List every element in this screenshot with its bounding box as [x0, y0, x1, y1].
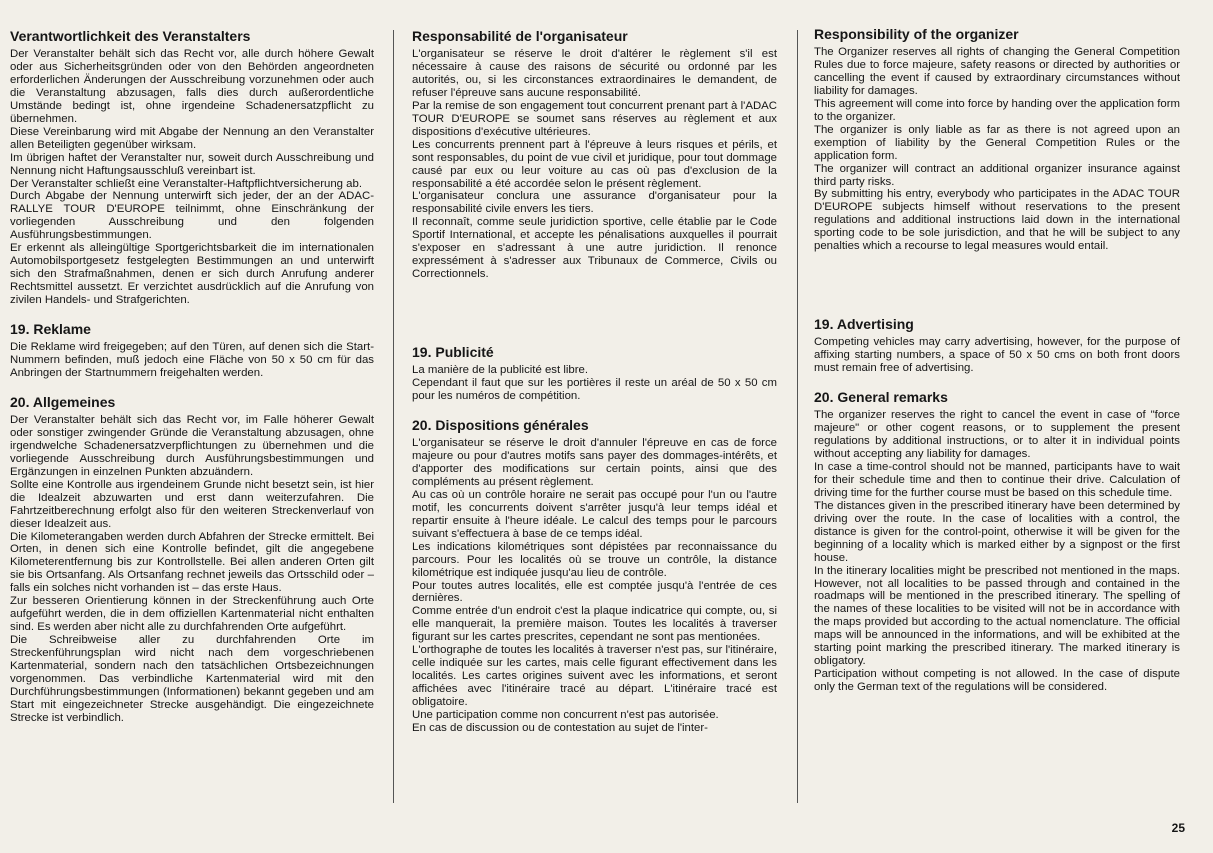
paragraph: Les indications kilométriques sont dépistées par reconnaissance du parcours. Pour les localités où se trouve un contrôle, la distance kilométrique est indiquée jusqu'au lieu de contrôle. — [412, 540, 777, 579]
paragraph: Comme entrée d'un endroit c'est la plaque indicatrice qui compte, ou, si elle manquerait, la première maison. Toutes les localités à traverser figurant sur les cartes prescrites, cependant ne sont pas mentionées. — [412, 605, 777, 644]
paragraph: Par la remise de son engagement tout concurrent prenant part à l'ADAC TOUR D'EUROPE se soumet sans réserves au règlement et aux dispositions d'exécutive ultérieures. — [412, 99, 777, 138]
paragraph: Cependant il faut que sur les portières il reste un aréal de 50 x 50 cm pour les numéros de compétition. — [412, 377, 777, 403]
paragraph: Die Kilometerangaben werden durch Abfahren der Strecke ermittelt. Bei Orten, in denen sich eine Kontrolle befindet, gilt die angegebene Kilometerentfernung bis zur Kontrollstelle. Bei allen anderen Orten gilt sie bis Ortsanfang. Als Ortsanfang rechnet jeweils das Ortsschild oder – falls ein solches nicht vorhanden ist – das erste Haus. — [10, 530, 374, 595]
section-general-de — [10, 394, 374, 725]
section-general-en — [814, 389, 1180, 694]
paragraph: La manière de la publicité est libre. — [412, 364, 589, 377]
paragraph: The organizer reserves the right to cancel the event in case of "force majeure" or other cogent reasons, or to supplement the present regulations by additional instructions, or to alter it in individual points without accepting any liability for damages. — [814, 409, 1180, 460]
section-heading: 19. Publicité — [412, 344, 494, 361]
paragraph: Der Veranstalter behält sich das Recht vor, im Falle höherer Gewalt oder sonstiger zwingender Gründe die Veranstaltung abzusagen, ohne irgendwelche Schadenersatzverpflichtungen zu übernehmen und die vorliegende Ausschreibung durch Ausführungsbestimmungen und Ergänzungen in einzelnen Punkten abzuändern. — [10, 413, 374, 478]
paragraph: Au cas où un contrôle horaire ne serait pas occupé pour l'un ou l'autre motif, les concurrents doivent s'arrêter jusqu'à leur temps idéal et repartir ensuite à l'heure idéale. Le calcul des temps pour le parcours suivant s'effectuera à base de ce temps idéal. — [412, 488, 777, 540]
paragraph: L'organisateur se réserve le droit d'annuler l'épreuve en cas de force majeure ou pour d'autres motifs sans payer des dommages-intérêts, et d'apporter des modifications sur certain points, ainsi que des compléments au présent règlement. — [412, 437, 777, 488]
paragraph: Der Veranstalter behält sich das Recht vor, alle durch höhere Gewalt oder aus Sicherheitsgründen oder von den Behörden angeordneten erforderlichen Änderungen der Ausschreibung vorzunehmen oder auch die Veranstaltung abzusagen, falls dies durch außerordentliche Umstände bedingt ist, ohne irgendeine Schadenersatzpflicht zu übernehmen. — [10, 48, 374, 125]
section-responsibility-fr — [412, 28, 777, 281]
section-heading: Responsibility of the organizer — [814, 26, 1019, 42]
paragraph: The organizer will contract an additional organizer insurance against third party risks. — [814, 162, 1180, 188]
paragraph: Die Schreibweise aller zu durchfahrenden Orte im Streckenführungsplan wird nicht nach dem vorgeschriebenen Kartenmaterial, sondern nach den tatsächlichen Ortsbezeichnungen vorgenommen. Das verbindliche Kartenmaterial wird mit den Durchführungsbestimmungen (Informationen) bekannt gegeben und am Start mit eingezeichneter Strecke ausgehändigt. Die eingezeichnete Strecke ist verbindlich. — [10, 634, 374, 724]
column-divider-right — [797, 30, 798, 803]
paragraph: Im übrigen haftet der Veranstalter nur, soweit durch Ausschreibung und Nennung nicht Haftungsausschluß vereinbart ist. — [10, 151, 374, 177]
paragraph: En cas de discussion ou de contestation au sujet de l'inter- — [412, 721, 708, 734]
section-heading: 20. General remarks — [814, 389, 948, 406]
paragraph: L'organisateur conclura une assurance d'organisateur pour la responsabilité civile envers les tiers. — [412, 190, 777, 216]
page-number: 25 — [1171, 821, 1185, 835]
paragraph: Diese Vereinbarung wird mit Abgabe der Nennung an den Veranstalter allen Beteiligten gegenüber wirksam. — [10, 125, 374, 151]
paragraph: Competing vehicles may carry advertising, however, for the purpose of affixing starting numbers, a space of 50 x 50 cms on both front doors must remain free of advertising. — [814, 336, 1180, 375]
paragraph: Zur besseren Orientierung können in der Streckenführung auch Orte aufgeführt werden, die in dem offiziellen Kartenmaterial nicht enthalten sind. Es werden aber nicht alle zu durchfahrenden Orte aufgeführt. — [10, 595, 374, 634]
section-heading: Responsabilité de l'organisateur — [412, 28, 628, 44]
section-heading: 20. Allgemeines — [10, 393, 116, 410]
paragraph: Sollte eine Kontrolle aus irgendeinem Grunde nicht besetzt sein, ist hier die Idealzeit abzuwarten und erst dann weiterzufahren. Die Fahrtzeitberechnung erfolgt also für den weiteren Streckenverlauf von dieser Idealzeit aus. — [10, 478, 374, 530]
paragraph: Il reconnaît, comme seule juridiction sportive, celle établie par le Code Sportif International, et accepte les pénalisations auxquelles il pourrait s'exposer en s'adressant à une autre juridiction. Il renonce expressément à s'adresser aux Tribunaux de Commerce, Civils ou Correctionnels. — [412, 216, 777, 281]
section-general-fr — [412, 417, 777, 735]
section-heading: 19. Advertising — [814, 316, 914, 333]
paragraph: The Organizer reserves all rights of changing the General Competition Rules due to force majeure, safety reasons or directed by authorities or cancelling the event if caused by extraordinary circumstances without liability for damages. — [814, 46, 1180, 97]
paragraph: In case a time-control should not be manned, participants have to wait for their schedule time and then to continue their drive. Calculation of driving time for the further course must be based on this schedule time. — [814, 460, 1180, 499]
paragraph: By submitting his entry, everybody who participates in the ADAC TOUR D'EUROPE subjects himself without reservations to the present regulations and additional instructions laid down in the international sporting code to be sole jurisdiction, and that he will be subject to any penalties which a recourse to legal measures would entail. — [814, 188, 1180, 253]
paragraph: In the itinerary localities might be prescribed not mentioned in the maps. However, not all localities to be passed through and contained in the roadmaps will be mentioned in the prescribed itinerary. The spelling of the names of these localities to be visited will not be in accordance with the maps provided but according to the actual nomenclature. The official maps will be announced in the informations, and will be exhibited at the starting point marking the prescribed itinerary. The marked itinerary is obligatory. — [814, 564, 1180, 668]
section-advertising-de — [10, 321, 374, 380]
paragraph: Er erkennt als alleingültige Sportgerichtsbarkeit die im internationalen Automobilsportgesetz festgelegten Bestimmungen an und unterwirft sich den Strafmaßnahmen, denen er sich durch Anrufung anderer Rechtsmittel aussetzt. Er verzichtet ausdrücklich auf die Anrufung von zivilen Handels- und Strafgerichten. — [10, 242, 374, 307]
column-divider-left — [393, 30, 394, 803]
paragraph: Participation without competing is not allowed. In the case of dispute only the German text of the regulations will be considered. — [814, 668, 1180, 694]
paragraph: This agreement will come into force by handing over the application form to the organizer. — [814, 97, 1180, 123]
column-french — [412, 28, 777, 823]
section-heading: 20. Dispositions générales — [412, 417, 589, 434]
paragraph: The organizer is only liable as far as there is not agreed upon an exemption of liability by the General Competition Rules or the application form. — [814, 123, 1180, 162]
paragraph: Der Veranstalter schließt eine Veranstalter-Haftpflichtversicherung ab. — [10, 177, 363, 190]
column-german — [10, 28, 374, 823]
section-responsibility-en — [814, 26, 1180, 253]
section-advertising-fr — [412, 344, 777, 403]
paragraph: The distances given in the prescribed itinerary have been determined by driving over the route. In the case of localities with a control, the distance is given for the control-point, otherwise it will be given for the beginning of a locality which is marked either by a signpost or the first house. — [814, 499, 1180, 564]
paragraph: Durch Abgabe der Nennung unterwirft sich jeder, der an der ADAC-RALLYE TOUR D'EUROPE teilnimmt, ohne Einschränkung der vorliegenden Ausschreibung und den folgenden Ausführungsbestimmungen. — [10, 190, 374, 242]
section-advertising-en — [814, 316, 1180, 375]
paragraph: Les concurrents prennent part à l'épreuve à leurs risques et périls, et sont responsables, du point de vue civil et juridique, pour tout dommage causé par eux ou leur voiture au cas où pas d'exclusion de la responsabilité a été accordée selon le présent règlement. — [412, 138, 777, 190]
section-heading: Verantwortlichkeit des Veranstalters — [10, 28, 251, 44]
paragraph: Pour toutes autres localités, elle est comptée jusqu'à l'entrée de ces dernières. — [412, 579, 777, 605]
paragraph: Die Reklame wird freigegeben; auf den Türen, auf denen sich die Start-Nummern befinden, muß jedoch eine Fläche von 50 x 50 cm für das Anbringen der Startnummern freigehalten werden. — [10, 341, 374, 379]
paragraph: Une participation comme non concurrent n'est pas autorisée. — [412, 709, 719, 722]
paragraph: L'orthographe de toutes les localités à traverser n'est pas, sur l'itinéraire, celle indiquée sur les cartes, mais celle figurant effectivement dans les localités. Les cartes origines suivent avec les informations, et seront affichées avec l'itinéraire tracé au départ. L'itinéraire tracé est obligatoire. — [412, 644, 777, 709]
column-english — [814, 26, 1180, 823]
section-responsibility-de — [10, 28, 374, 307]
paragraph: L'organisateur se réserve le droit d'altérer le règlement s'il est nécessaire à cause des raisons de sécurité ou ordonné par les autorités, ou, si les circonstances extraordinaires le demandent, de refuser l'épreuve sans aucune responsabilité. — [412, 48, 777, 99]
section-heading: 19. Reklame — [10, 321, 91, 338]
